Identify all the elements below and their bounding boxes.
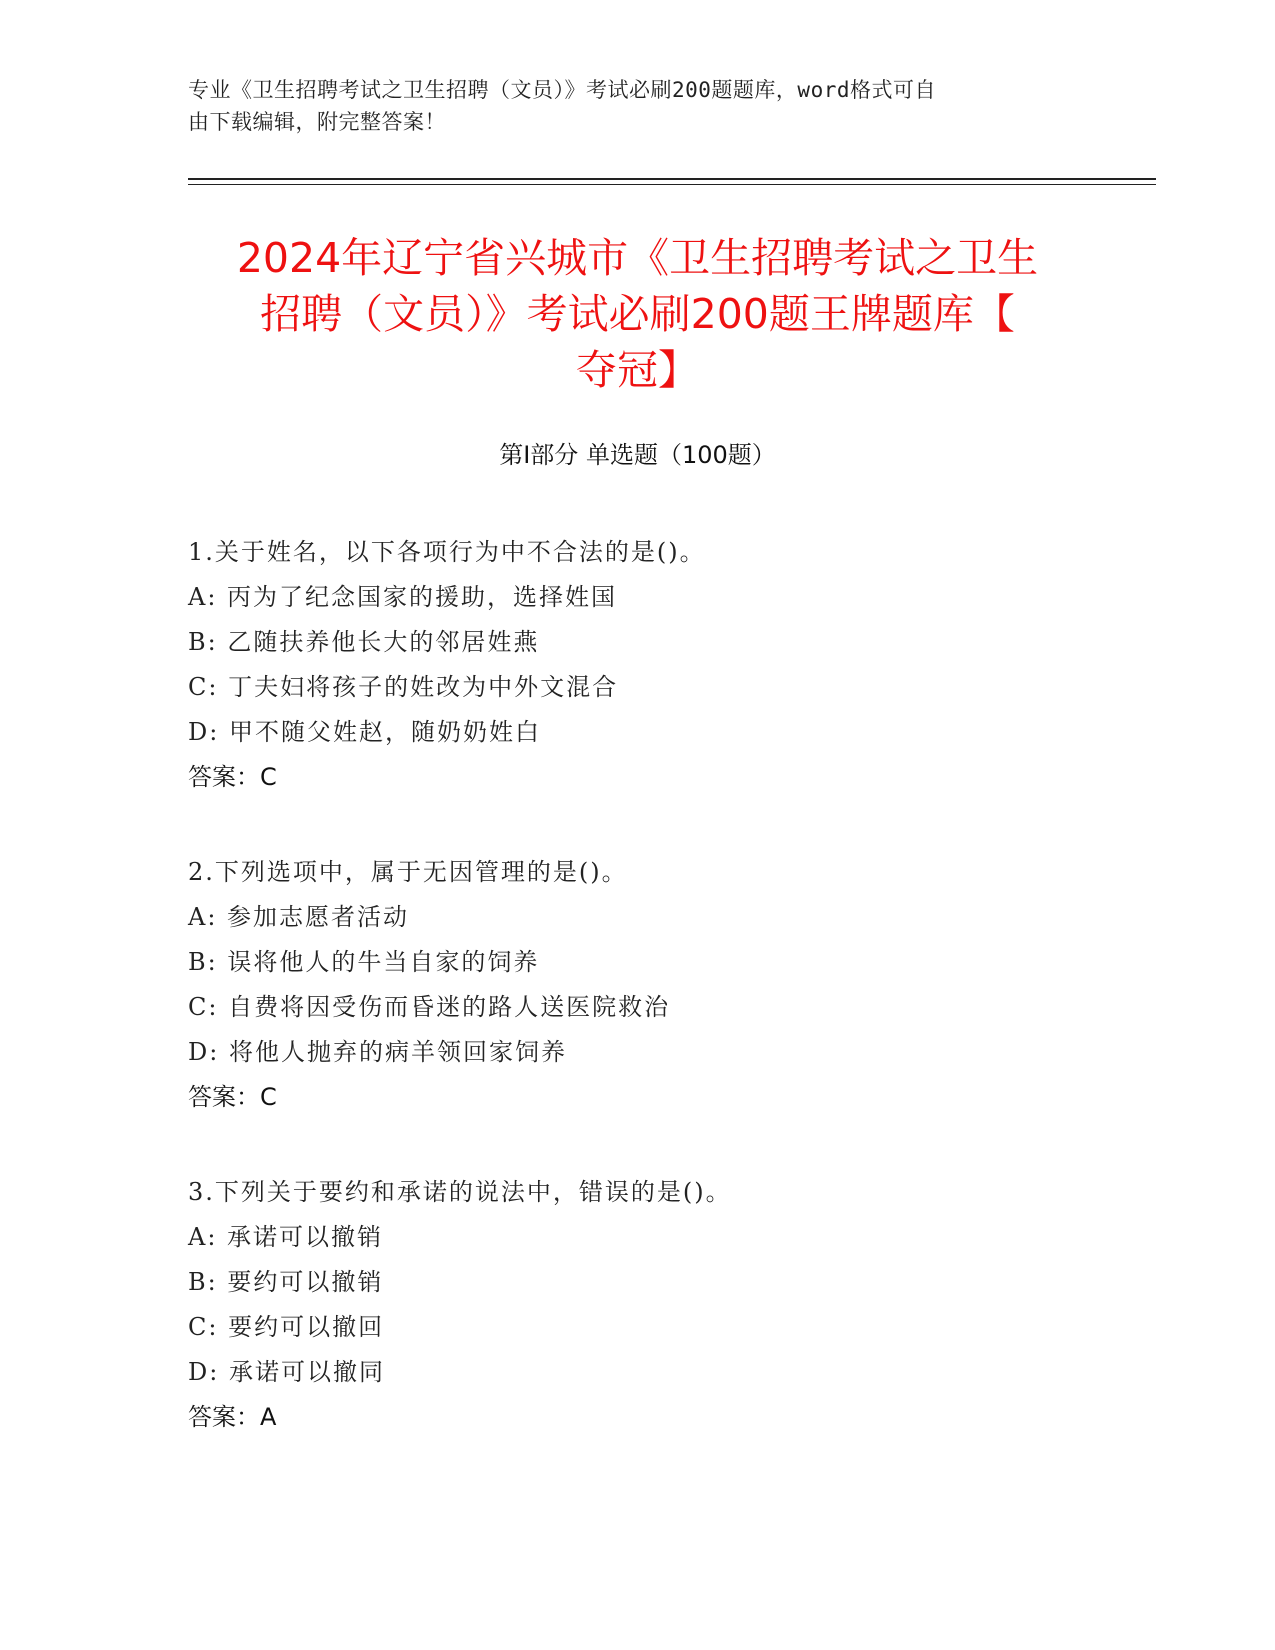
question-stem: 3.下列关于要约和承诺的说法中，错误的是()。 — [188, 1178, 732, 1206]
header-note — [188, 74, 1088, 138]
option-a: A: 承诺可以撤销 — [188, 1223, 384, 1251]
title-line: 夺冠】 — [576, 346, 699, 394]
option-b: B: 要约可以撤销 — [188, 1268, 384, 1296]
option-b: B: 乙随扶养他长大的邻居姓燕 — [188, 628, 540, 656]
option-a: A: 参加志愿者活动 — [188, 903, 410, 931]
question-item — [188, 1170, 1148, 1440]
answer-text: 答案：C — [188, 1083, 277, 1111]
option-d: D: 甲不随父姓赵，随奶奶姓白 — [188, 718, 541, 746]
option-b: B: 误将他人的牛当自家的饲养 — [188, 948, 540, 976]
option-a: A: 丙为了纪念国家的援助，选择姓国 — [188, 583, 618, 611]
section-heading: 第I部分 单选题（100题） — [499, 441, 776, 469]
question-item — [188, 850, 1148, 1120]
question-stem: 2.下列选项中，属于无因管理的是()。 — [188, 858, 628, 886]
question-list — [188, 530, 1148, 1490]
document-title — [150, 230, 1125, 398]
header-divider-thin — [188, 184, 1156, 185]
answer-text: 答案：A — [188, 1403, 277, 1431]
option-c: C: 要约可以撤回 — [188, 1313, 385, 1341]
question-item — [188, 530, 1148, 800]
header-note-line: 由下载编辑，附完整答案！ — [188, 110, 446, 134]
option-c: C: 自费将因受伤而昏迷的路人送医院救治 — [188, 993, 671, 1021]
header-note-line: 专业《卫生招聘考试之卫生招聘（文员）》考试必刷200题题库，word格式可自 — [188, 78, 936, 102]
option-d: D: 承诺可以撤同 — [188, 1358, 385, 1386]
question-stem: 1.关于姓名，以下各项行为中不合法的是()。 — [188, 538, 706, 566]
answer-text: 答案：C — [188, 763, 277, 791]
title-line: 2024年辽宁省兴城市《卫生招聘考试之卫生 — [236, 234, 1039, 282]
option-d: D: 将他人抛弃的病羊领回家饲养 — [188, 1038, 567, 1066]
header-divider — [188, 178, 1156, 180]
title-line: 招聘（文员）》考试必刷200题王牌题库【 — [260, 290, 1015, 338]
option-c: C: 丁夫妇将孩子的姓改为中外文混合 — [188, 673, 619, 701]
